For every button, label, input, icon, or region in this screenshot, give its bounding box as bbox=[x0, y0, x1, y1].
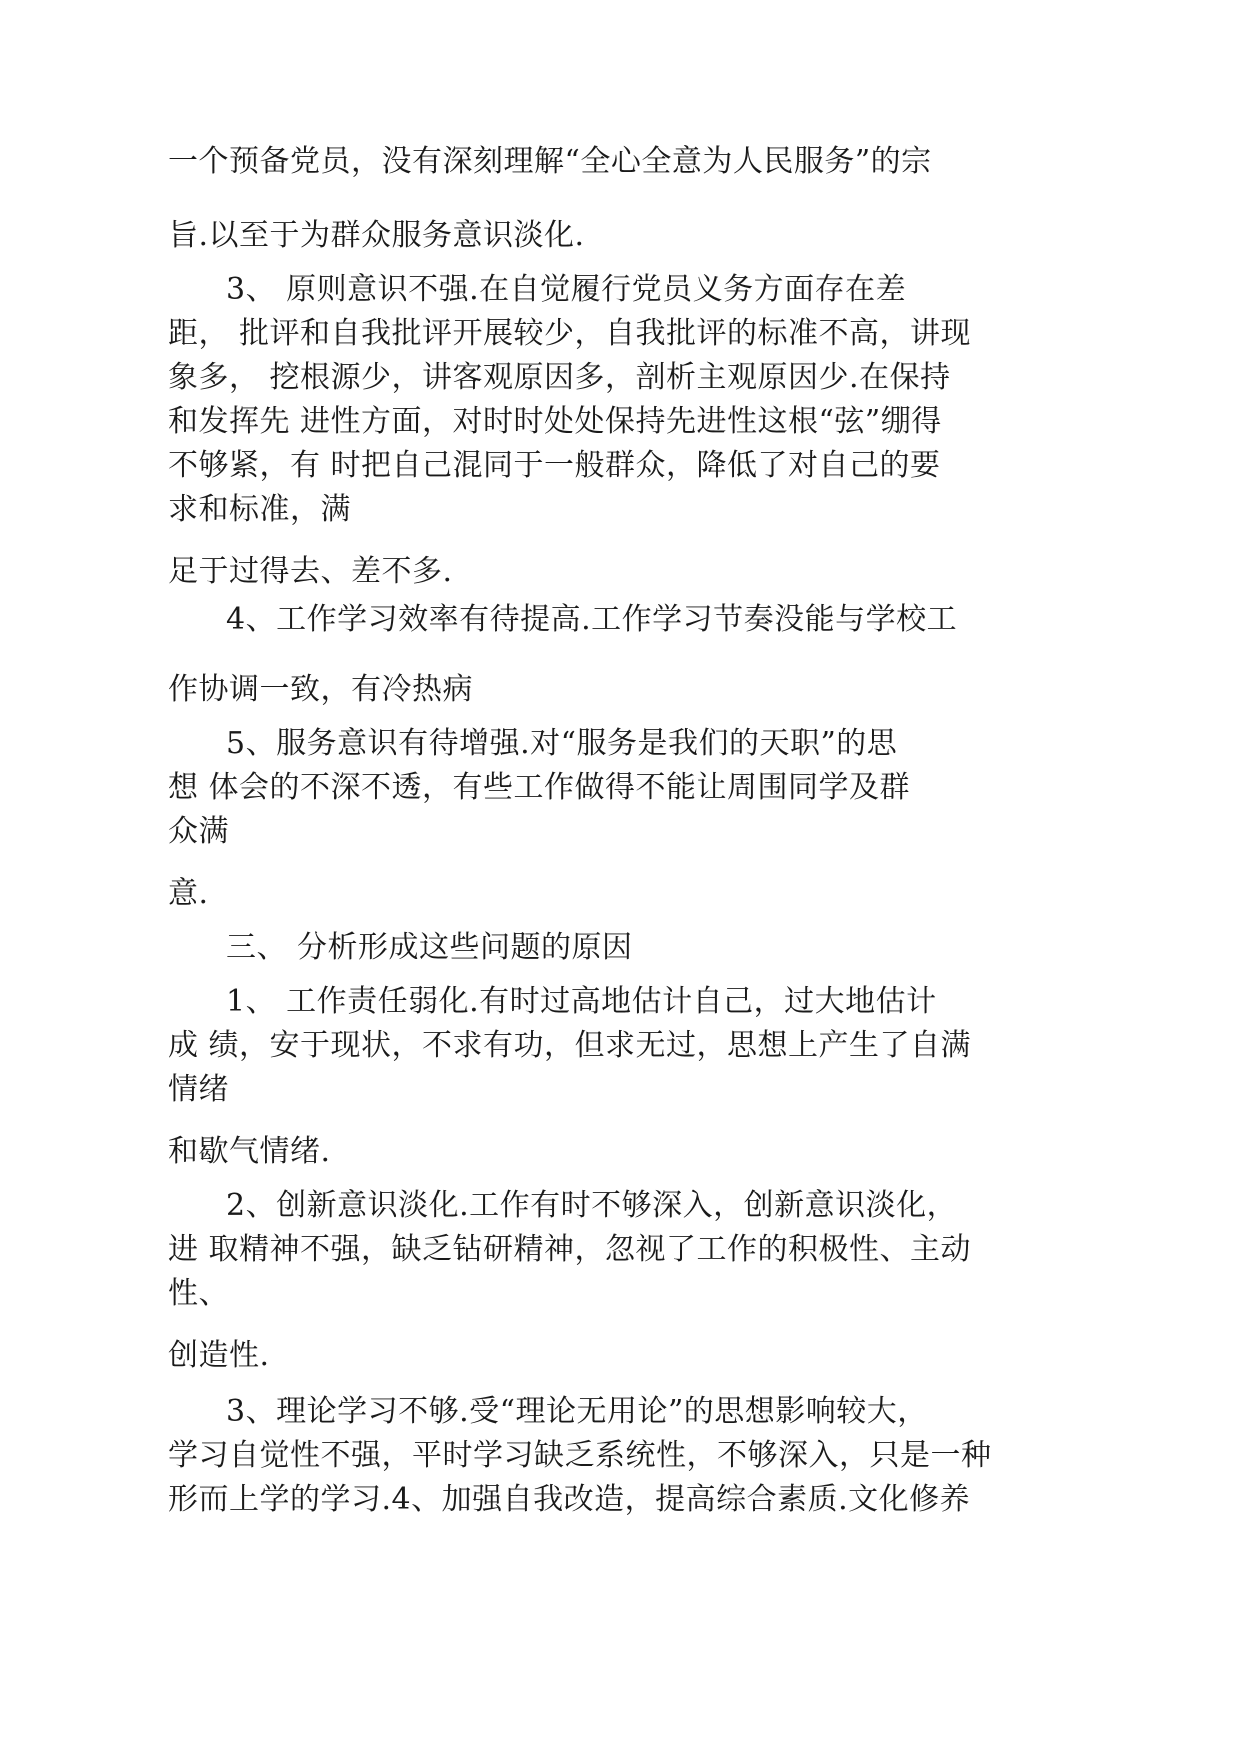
text-line: 距， 批评和自我批评开展较少，自我批评的标准不高，讲现 bbox=[168, 316, 972, 351]
text-line: 5、服务意识有待增强.对“服务是我们的天职”的思 bbox=[226, 726, 898, 761]
text-line: 情绪 bbox=[168, 1072, 229, 1107]
text-line: 进 取精神不强，缺乏钻研精神，忽视了工作的积极性、主动 bbox=[168, 1232, 972, 1267]
text-line: 作协调一致，有冷热病 bbox=[168, 672, 473, 707]
text-line: 和歇气情绪. bbox=[168, 1134, 331, 1169]
text-line: 众满 bbox=[168, 814, 229, 849]
text-line: 旨.以至于为群众服务意识淡化. bbox=[168, 218, 585, 253]
text-line: 3、 原则意识不强.在自觉履行党员义务方面存在差 bbox=[226, 272, 907, 307]
text-line: 和发挥先 进性方面，对时时处处保持先进性这根“弦”绷得 bbox=[168, 404, 942, 439]
text-line: 一个预备党员，没有深刻理解“全心全意为人民服务”的宗 bbox=[168, 144, 932, 179]
text-line: 学习自觉性不强，平时学习缺乏系统性，不够深入，只是一种 bbox=[168, 1438, 992, 1473]
text-line: 4、工作学习效率有待提高.工作学习节奏没能与学校工 bbox=[226, 602, 958, 637]
text-line: 象多， 挖根源少，讲客观原因多，剖析主观原因少.在保持 bbox=[168, 360, 951, 395]
text-line: 求和标准，满 bbox=[168, 492, 351, 527]
text-line: 想 体会的不深不透，有些工作做得不能让周围同学及群 bbox=[168, 770, 911, 805]
text-line: 3、理论学习不够.受“理论无用论”的思想影响较大， bbox=[226, 1394, 928, 1429]
text-line: 2、创新意识淡化.工作有时不够深入，创新意识淡化， bbox=[226, 1188, 958, 1223]
text-line: 意. bbox=[168, 876, 209, 911]
text-line: 性、 bbox=[168, 1276, 229, 1311]
text-line: 1、 工作责任弱化.有时过高地估计自己，过大地估计 bbox=[226, 984, 937, 1019]
section-heading: 三、 分析形成这些问题的原因 bbox=[226, 930, 633, 965]
text-line: 形而上学的学习.4、加强自我改造，提高综合素质.文化修养 bbox=[168, 1482, 971, 1517]
text-line: 足于过得去、差不多. bbox=[168, 554, 453, 589]
text-line: 不够紧，有 时把自己混同于一般群众，降低了对自己的要 bbox=[168, 448, 941, 483]
text-line: 创造性. bbox=[168, 1338, 270, 1373]
text-line: 成 绩，安于现状，不求有功，但求无过，思想上产生了自满 bbox=[168, 1028, 972, 1063]
